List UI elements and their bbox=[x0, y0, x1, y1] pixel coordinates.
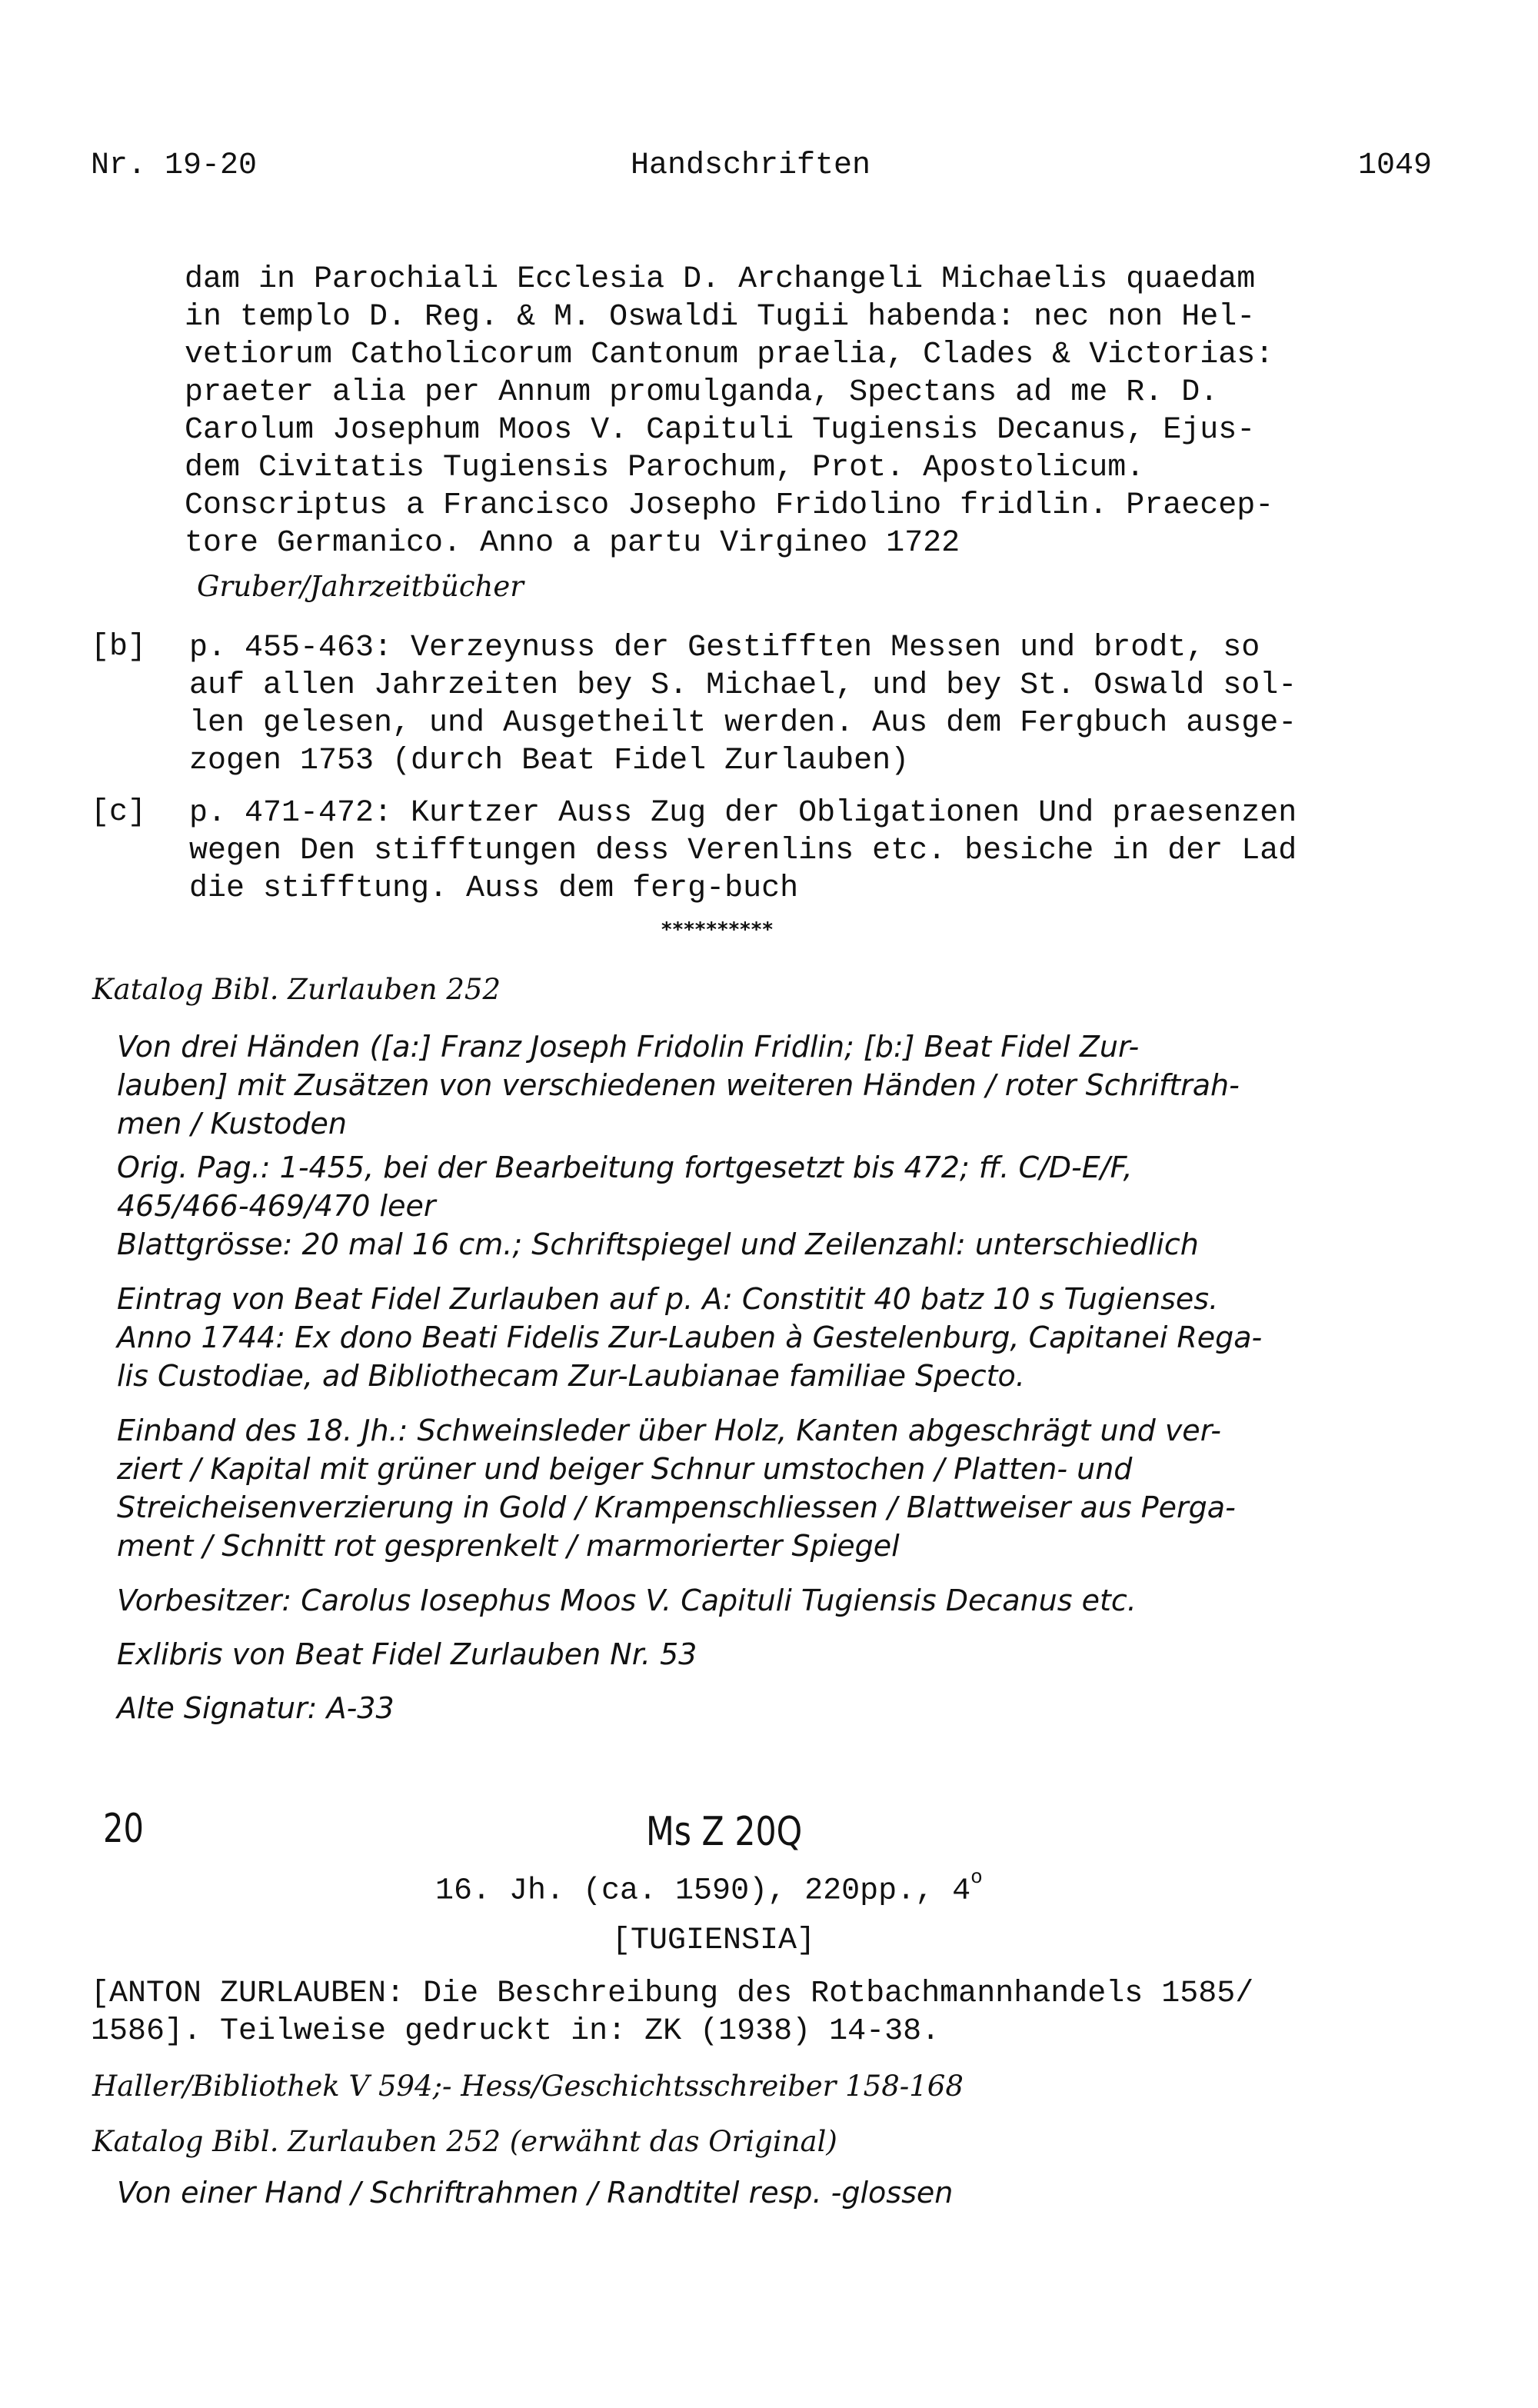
item-c bbox=[189, 794, 1297, 908]
entry20-reference: Haller/Bibliothek V 594;- Hess/Geschichtsschreiber 158-168 bbox=[92, 2070, 964, 2103]
text-line: men / Kustoden bbox=[117, 1107, 347, 1141]
item-b-label: [b] bbox=[91, 630, 147, 664]
text-line: Anno 1744: Ex dono Beati Fidelis Zur-Lauben à Gestelenburg, Capitanei Rega- bbox=[117, 1321, 1263, 1354]
ownership-entry bbox=[117, 1280, 1262, 1395]
binding-description bbox=[117, 1411, 1236, 1565]
item-line: zogen 1753 (durch Beat Fidel Zurlauben) bbox=[189, 744, 910, 778]
title-line: Carolum Josephum Moos V. Capituli Tugiensis Decanus, Ejus- bbox=[185, 413, 1256, 448]
shelfmark: Ms Z 20Q bbox=[646, 1809, 803, 1855]
previous-owner: Vorbesitzer: Carolus Iosephus Moos V. Capituli Tugiensis Decanus etc. bbox=[117, 1584, 1137, 1617]
text-line: Eintrag von Beat Fidel Zurlauben auf p. A: Constitit 40 batz 10 s Tugienses. bbox=[117, 1282, 1219, 1316]
physical-description bbox=[117, 1148, 1199, 1264]
title-line: vetiorum Catholicorum Cantonum praelia, Clades & Victorias: bbox=[185, 338, 1274, 372]
item-line: auf allen Jahrzeiten bey S. Michael, und bey St. Oswald sol- bbox=[189, 668, 1297, 703]
catalog-reference: Katalog Bibl. Zurlauben 252 bbox=[92, 973, 501, 1006]
date-line bbox=[435, 1866, 983, 1909]
title-line: Conscriptus a Francisco Josepho Fridolino fridlin. Praecep- bbox=[185, 488, 1274, 523]
title-line: 1586]. Teilweise gedruckt in: ZK (1938) 14-38. bbox=[91, 2014, 940, 2049]
hands-description bbox=[117, 1027, 1240, 1143]
item-line: len gelesen, und Ausgetheilt werden. Aus dem Fergbuch ausge- bbox=[189, 706, 1297, 741]
entry20-hand: Von einer Hand / Schriftrahmen / Randtitel resp. -glossen bbox=[117, 2176, 954, 2210]
entry19-reference: Gruber/Jahrzeitbücher bbox=[197, 570, 524, 603]
entry-number: 20 bbox=[103, 1806, 144, 1852]
collection-heading: [TUGIENSIA] bbox=[612, 1923, 816, 1958]
running-head-title: Handschriften bbox=[631, 148, 871, 183]
title-line: praeter alia per Annum promulganda, Spectans ad me R. D. bbox=[185, 375, 1219, 410]
text-line: Von drei Händen ([a:] Franz Joseph Fridolin Fridlin; [b:] Beat Fidel Zur- bbox=[117, 1030, 1140, 1064]
entry20-title bbox=[91, 1975, 1253, 2050]
text-line: lauben] mit Zusätzen von verschiedenen weiteren Händen / roter Schriftrah- bbox=[117, 1068, 1240, 1102]
page-number: 1049 bbox=[1358, 148, 1433, 183]
title-line: [ANTON ZURLAUBEN: Die Beschreibung des Rotbachmannhandels 1585/ bbox=[91, 1977, 1254, 2011]
text-line: ziert / Kapital mit grüner und beiger Schnur umstochen / Platten- und bbox=[117, 1452, 1133, 1486]
separator: ********** bbox=[661, 918, 774, 941]
old-shelfmark: Alte Signatur: A-33 bbox=[117, 1691, 394, 1725]
text-line: Streicheisenverzierung in Gold / Krampenschliessen / Blattweiser aus Perga- bbox=[117, 1490, 1236, 1524]
item-c-label: [c] bbox=[91, 795, 147, 830]
running-head-left: Nr. 19-20 bbox=[91, 148, 258, 183]
item-line: p. 455-463: Verzeynuss der Gestifften Messen und brodt, so bbox=[189, 631, 1260, 665]
text-line: Einband des 18. Jh.: Schweinsleder über Holz, Kanten abgeschrägt und ver- bbox=[117, 1414, 1221, 1447]
title-line: dam in Parochiali Ecclesia D. Archangeli Michaelis quaedam bbox=[185, 262, 1256, 297]
text-line: Blattgrösse: 20 mal 16 cm.; Schriftspiegel und Zeilenzahl: unterschiedlich bbox=[117, 1227, 1199, 1261]
format-superscript: o bbox=[970, 1866, 983, 1889]
title-line: tore Germanico. Anno a partu Virgineo 1722 bbox=[185, 526, 960, 561]
text-line: Orig. Pag.: 1-455, bei der Bearbeitung fortgesetzt bis 472; ff. C/D-E/F, bbox=[117, 1151, 1133, 1184]
item-b bbox=[189, 629, 1297, 780]
title-line: in templo D. Reg. & M. Oswaldi Tugii habenda: nec non Hel- bbox=[185, 300, 1256, 335]
entry20-catalog: Katalog Bibl. Zurlauben 252 (erwähnt das Original) bbox=[92, 2125, 837, 2158]
item-line: p. 471-472: Kurtzer Auss Zug der Obligationen Und praesenzen bbox=[189, 796, 1297, 831]
text-line: 465/466-469/470 leer bbox=[117, 1189, 436, 1223]
text-line: lis Custodiae, ad Bibliothecam Zur-Laubianae familiae Specto. bbox=[117, 1359, 1025, 1393]
text-line: ment / Schnitt rot gesprenkelt / marmorierter Spiegel bbox=[117, 1529, 900, 1563]
date-text: 16. Jh. (ca. 1590), 220pp., 4 bbox=[435, 1873, 971, 1909]
exlibris: Exlibris von Beat Fidel Zurlauben Nr. 53 bbox=[117, 1637, 697, 1671]
entry19-title bbox=[185, 261, 1273, 562]
item-line: wegen Den stifftungen dess Verenlins etc. besiche in der Lad bbox=[189, 834, 1297, 868]
item-line: die stifftung. Auss dem ferg-buch bbox=[189, 871, 799, 906]
title-line: dem Civitatis Tugiensis Parochum, Prot. Apostolicum. bbox=[185, 451, 1145, 485]
